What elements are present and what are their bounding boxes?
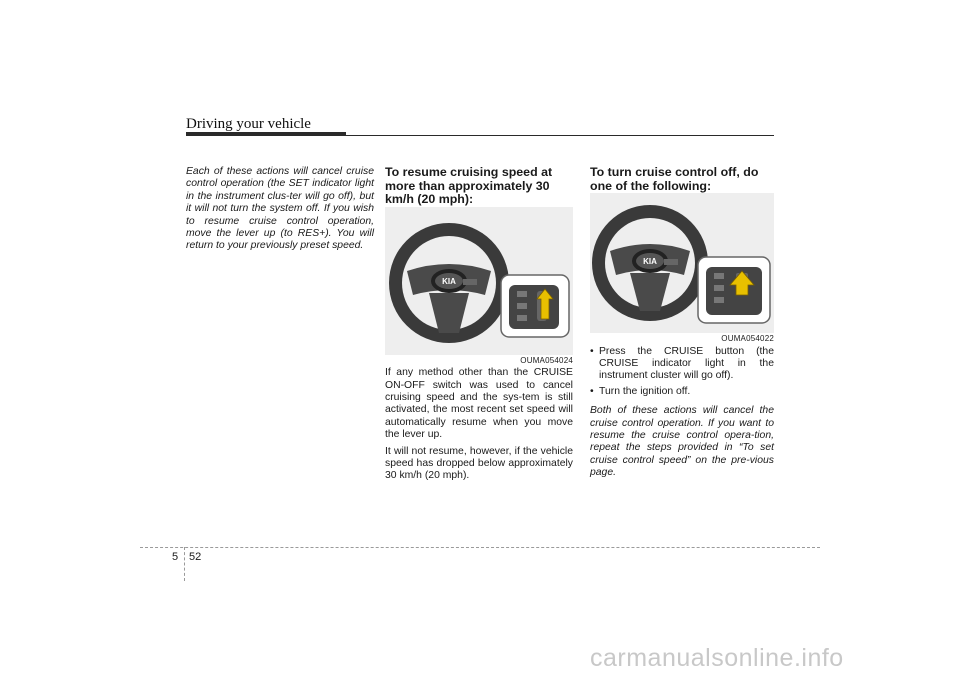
steering-wheel-illustration	[385, 207, 573, 355]
steering-wheel-illustration-2	[590, 193, 774, 333]
turn-off-note: Both of these actions will cancel the cruise control operation. If you want to resume the cruise control opera-tion, repeat the steps provided in “To set cruise control speed” on the pre-vious page.	[590, 405, 774, 479]
steering-wheel-figure-off	[590, 193, 774, 333]
resume-para-1: If any method other than the CRUISE ON-OFF switch was used to cancel cruising speed and the sys-tem is still activated, the most recent set speed will automatically resume when you move the lever up.	[385, 367, 573, 441]
page-number: 52	[189, 551, 202, 563]
logo-text: KIA	[442, 276, 456, 286]
bullet-item: • Turn the ignition off.	[590, 386, 774, 398]
bullet-text: Press the CRUISE button (the CRUISE indicator light in the instrument cluster will go off).	[599, 345, 774, 382]
resume-heading: To resume cruising speed at more than approximately 30 km/h (20 mph):	[385, 165, 553, 207]
watermark: carmanualsonline.info	[590, 644, 844, 672]
figure-code-resume: OUMA054024	[520, 355, 573, 365]
steering-wheel-figure-resume	[385, 207, 573, 355]
column-middle	[385, 166, 573, 483]
logo-text-2: KIA	[643, 257, 657, 267]
resume-para-2: It will not resume, however, if the vehicle speed has dropped below approximately 30 km/h (20 mph).	[385, 445, 573, 482]
chapter-number: 5	[172, 551, 179, 563]
column-left	[186, 166, 374, 253]
turn-off-heading: To turn cruise control off, do one of the following:	[590, 165, 759, 193]
figure-code-off: OUMA054022	[721, 334, 774, 344]
header-rule-thin	[186, 135, 774, 136]
bullet-text: Turn the ignition off.	[599, 385, 691, 397]
cancel-note: Each of these actions will cancel cruise control operation (the SET indicator light in the instrument clus-ter will go off), but it will not turn the system off. If you wish to resume cruise control operation, move the lever up (to RES+). You will return to your previously preset speed.	[186, 166, 374, 252]
footer-rule	[140, 547, 820, 548]
bullet-item: • Press the CRUISE button (the CRUISE indicator light in the instrument cluster will go off).	[590, 345, 774, 382]
footer-divider	[184, 547, 185, 581]
page-header-title: Driving your vehicle	[186, 116, 311, 132]
column-right	[590, 166, 774, 480]
